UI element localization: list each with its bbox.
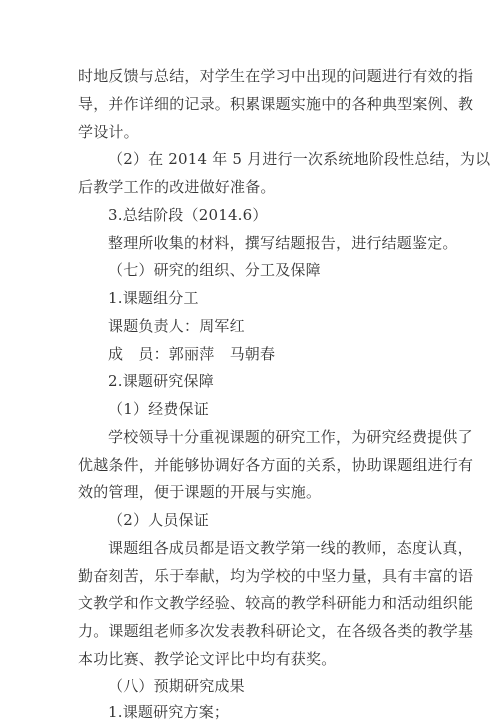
paragraph-line: 勤奋刻苦，乐于奉献，均为学校的中坚力量，具有丰富的语 bbox=[78, 567, 474, 585]
paragraph-line: 后教学工作的改进做好准备。 bbox=[78, 178, 276, 196]
subsection-heading: 1.课题研究方案； bbox=[108, 703, 230, 721]
subsection-heading: （1）经费保证 bbox=[108, 400, 209, 418]
paragraph-line: 课题负责人：周军红 bbox=[108, 317, 245, 335]
subsection-heading: 2.课题研究保障 bbox=[108, 372, 214, 390]
paragraph-line: 课题组各成员都是语文教学第一线的教师，态度认真， bbox=[108, 539, 473, 557]
paragraph-line: 时地反馈与总结，对学生在学习中出现的问题进行有效的指 bbox=[78, 67, 474, 85]
section-heading: 3.总结阶段（2014.6） bbox=[108, 206, 268, 224]
paragraph-line: 导，并作详细的记录。积累课题实施中的各种典型案例、教 bbox=[78, 95, 474, 113]
paragraph-line: 成 员：郭丽萍 马朝春 bbox=[108, 345, 276, 363]
paragraph-line: 本功比赛、教学论文评比中均有获奖。 bbox=[78, 650, 337, 668]
subsection-heading: 1.课题组分工 bbox=[108, 289, 199, 307]
section-heading: （八）预期研究成果 bbox=[108, 677, 245, 695]
subsection-heading: （2）人员保证 bbox=[108, 511, 209, 529]
paragraph-line: 优越条件，并能够协调好各方面的关系，协助课题组进行有 bbox=[78, 456, 474, 474]
paragraph-line: 整理所收集的材料，撰写结题报告，进行结题鉴定。 bbox=[108, 234, 458, 252]
paragraph-line: 效的管理，便于课题的开展与实施。 bbox=[78, 483, 322, 501]
section-heading: （七）研究的组织、分工及保障 bbox=[108, 261, 321, 279]
paragraph-line: 文教学和作文教学经验、较高的教学科研能力和活动组织能 bbox=[78, 594, 474, 612]
paragraph-line: 学设计。 bbox=[78, 123, 139, 141]
paragraph-line: 学校领导十分重视课题的研究工作，为研究经费提供了 bbox=[108, 428, 473, 446]
paragraph-line: 力。课题组老师多次发表教科研论文，在各级各类的教学基 bbox=[78, 622, 474, 640]
paragraph-line: （2）在 2014 年 5 月进行一次系统地阶段性总结，为以 bbox=[108, 150, 491, 168]
